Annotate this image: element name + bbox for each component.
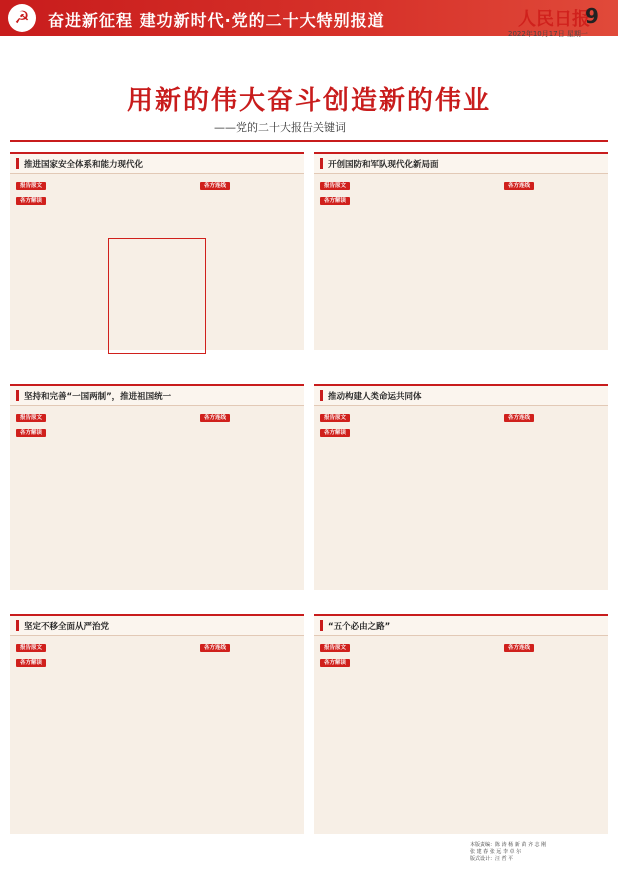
article-column xyxy=(412,410,498,588)
page-headline: 用新的伟大奋斗创造新的伟业 xyxy=(126,86,491,116)
article-column xyxy=(320,640,406,832)
tag-interpretation: 各方解读 xyxy=(16,429,46,437)
article-column xyxy=(200,410,298,588)
section-title: 推进国家安全体系和能力现代化 xyxy=(24,159,144,170)
highlight-box xyxy=(108,238,206,354)
tag-connection: 各方连线 xyxy=(200,182,230,190)
section-one-country-two-systems xyxy=(10,384,304,590)
article-column xyxy=(412,640,498,832)
article-column xyxy=(16,178,102,348)
article-column xyxy=(320,178,406,348)
section-title: 开创国防和军队现代化新局面 xyxy=(328,159,439,170)
tag-report-text: 报告原文 xyxy=(16,644,46,652)
section-title: 坚持和完善“一国两制”，推进祖国统一 xyxy=(24,391,172,402)
tag-report-text: 报告原文 xyxy=(16,414,46,422)
section-party-governance xyxy=(10,614,304,834)
tag-report-text: 报告原文 xyxy=(320,414,350,422)
divider xyxy=(10,140,608,142)
article-column xyxy=(412,178,498,348)
article-column xyxy=(504,640,602,832)
article-column xyxy=(108,410,194,588)
tag-connection: 各方连线 xyxy=(200,644,230,652)
tag-report-text: 报告原文 xyxy=(16,182,46,190)
section-national-defense xyxy=(314,152,608,350)
section-title: 坚定不移全面从严治党 xyxy=(24,621,110,632)
section-five-musts xyxy=(314,614,608,834)
tag-report-text: 报告原文 xyxy=(320,182,350,190)
issue-date: 2022年10月17日 星期一 xyxy=(508,30,588,38)
section-title: “五个必由之路” xyxy=(328,621,391,632)
tag-interpretation: 各方解读 xyxy=(320,429,350,437)
article-column xyxy=(108,640,194,832)
tag-interpretation: 各方解读 xyxy=(320,659,350,667)
article-column xyxy=(16,640,102,832)
tag-interpretation: 各方解读 xyxy=(16,659,46,667)
article-column xyxy=(16,410,102,588)
tag-connection: 各方连线 xyxy=(504,182,534,190)
tag-connection: 各方连线 xyxy=(504,644,534,652)
tag-connection: 各方连线 xyxy=(504,414,534,422)
page-subheadline: ——党的二十大报告关键词 xyxy=(214,121,346,134)
article-column xyxy=(504,178,602,348)
tag-report-text: 报告原文 xyxy=(320,644,350,652)
section-title: 推动构建人类命运共同体 xyxy=(328,391,422,402)
newspaper-logo: 人民日报 xyxy=(518,9,590,30)
article-column xyxy=(200,640,298,832)
editor-credits: 本版责编：陈 涛 杨 新 苗 齐 志 刚 张 建 春 张 远 李 卓 尔 版式设计：汪 哲 平 xyxy=(470,842,547,862)
banner-title: 奋进新征程 建功新时代·党的二十大特别报道 xyxy=(48,11,385,30)
article-column xyxy=(320,410,406,588)
tag-interpretation: 各方解读 xyxy=(320,197,350,205)
tag-interpretation: 各方解读 xyxy=(16,197,46,205)
party-emblem-icon: ☭ xyxy=(8,4,36,32)
page-number: 9 xyxy=(585,4,599,28)
article-column xyxy=(504,410,602,588)
article-column xyxy=(200,178,298,348)
tag-connection: 各方连线 xyxy=(200,414,230,422)
section-shared-future xyxy=(314,384,608,590)
